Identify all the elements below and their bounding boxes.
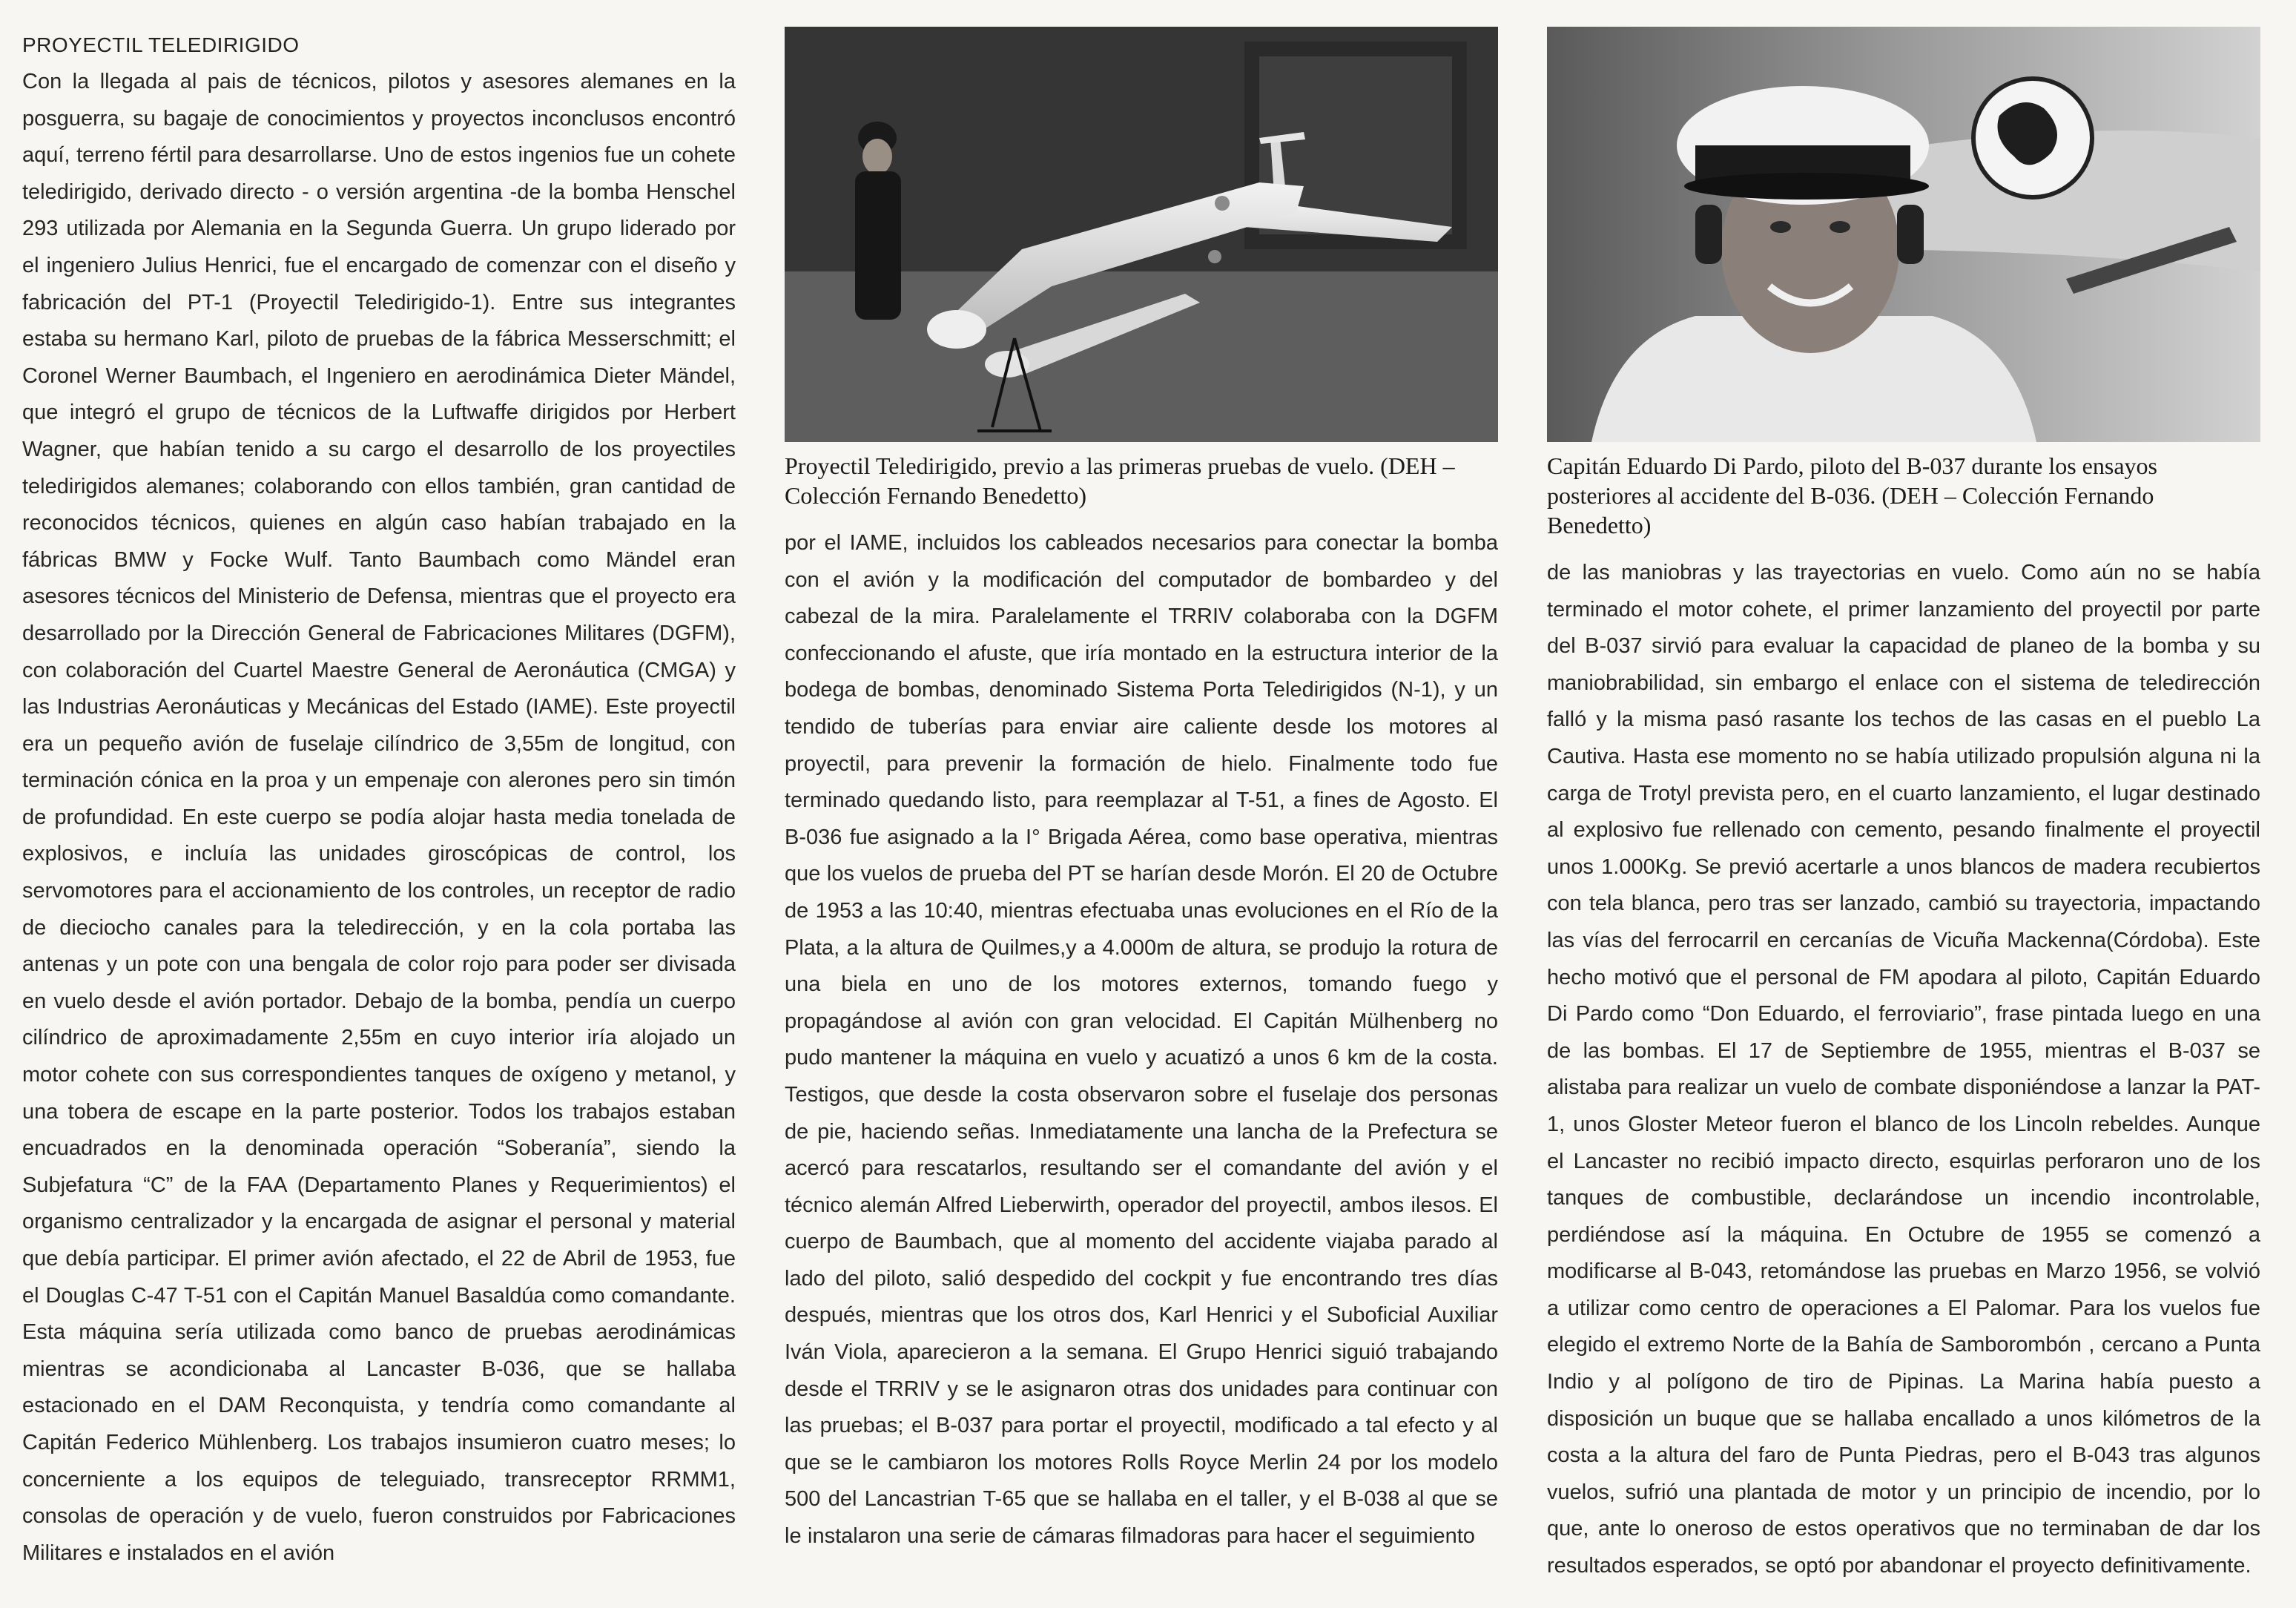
article-column-1 — [22, 27, 736, 1572]
article-column-2 — [785, 27, 1498, 1555]
article-title: PROYECTIL TELEDIRIGIDO — [22, 33, 300, 56]
article-column-3 — [1547, 27, 2260, 1585]
projectile-photo-illustration — [785, 27, 1498, 442]
projectile-photo-caption: Proyectil Teledirigido, previo a las primeras pruebas de vuelo. (DEH – Colección Fernando Benedetto) — [785, 452, 1455, 509]
article-text-column-3: de las maniobras y las trayectorias en vuelo. Como aún no se había terminado el motor cohete, el primer lanzamiento del proyectil por parte del B-037 sirvió para evaluar la capacidad de planeo de la bomba y su maniobrabilidad, sin embargo el enlace con el sistema de teledirección falló y la misma pasó rasante los techos de las casas en el pueblo La Cautiva. Hasta ese momento no se había utilizado propulsión alguna ni la carga de Trotyl prevista pero, en el cuarto lanzamiento, el lugar destinado al explosivo fue rellenado con cemento, pesando finalmente el proyectil unos 1.000Kg. Se previó acertarle a unos blancos de madera recubiertos con tela blanca, pero tras ser lanzado, cambió su trayectoria, impactando las vías del ferrocarril en cercanías de Vicuña Mackenna(Córdoba). Este hecho motivó que el personal de FM apodara al piloto, Capitán Eduardo Di Pardo como “Don Eduardo, el ferroviario”, frase pintada luego en una de las bombas. El 17 de Septiembre de 1955, mientras el B-037 se alistaba para realizar un vuelo de combate disponiéndose a lanzar la PAT-1, unos Gloster Meteor fueron el blanco de los Lincoln rebeldes. Aunque el Lancaster no recibió impacto directo, esquirlas perforaron uno de los tanques de combustible, declarándose un incendio incontrolable, perdiéndose así la máquina. En Octubre de 1955 se comenzó a modificarse al B-043, retomándose las pruebas en Marzo 1956, se volvió a utilizar como centro de operaciones a El Palomar. Para los vuelos fue elegido el extremo Norte de la Bahía de Samborombón , cercano a Punta Indio y al polígono de tiro de Pipinas. La Marina había puesto a disposición un buque que se hallaba encallado a unos kilómetros de la costa a la altura del faro de Punta Piedras, pero el B-043 tras algunos vuelos, sufrió una plantada de motor y un principio de incendio, por lo que, ante lo oneroso de estos operativos que no terminaban de dar los resultados esperados, se optó por abandonar el proyecto definitivamente. — [1547, 561, 2260, 1578]
projectile-photo — [785, 27, 1498, 442]
article-text-column-2: por el IAME, incluidos los cableados necesarios para conectar la bomba con el avión y la modificación del computador de bombardeo y del cabezal de la mira. Paralelamente el TRRIV colaboraba con la DGFM confeccionando el afuste, que iría montado en la estructura interior de la bodega de bombas, denominado Sistema Porta Teledirigidos (N-1), y un tendido de tuberías para enviar aire caliente desde los motores al proyectil, para prevenir la formación de hielo. Finalmente todo fue terminado quedando listo, para reemplazar al T-51, a fines de Agosto. El B-036 fue asignado a la I° Brigada Aérea, como base operativa, mientras que los vuelos de prueba del PT se harían desde Morón. El 20 de Octubre de 1953 a las 10:40, mientras efectuaba unas evoluciones en el Río de la Plata, a la altura de Quilmes,y a 4.000m de altura, se produjo la rotura de una biela en uno de los motores externos, tomando fuego y propagándose al avión con gran velocidad. El Capitán Mülhenberg no pudo mantener la máquina en vuelo y acuatizó a unos 6 km de la costa. Testigos, que desde la costa observaron sobre el fuselaje dos personas de pie, haciendo señas. Inmediatamente una lancha de la Prefectura se acercó para rescatarlos, resultando ser el comandante del avión y el técnico alemán Alfred Lieberwirth, operador del proyectil, ambos ilesos. El cuerpo de Baumbach, que al momento del accidente viajaba parado al lado del piloto, salió despedido del cockpit y fue encontrando tres días después, mientras que los otros dos, Karl Henrici y el Suboficial Auxiliar Iván Viola, aparecieron a la semana. El Grupo Henrici siguió trabajando desde el TRRIV y se le asignaron otras dos unidades para continuar con las pruebas; el B-037 para portar el proyectil, modificado a tal efecto y al que se le cambiaron los motores Rolls Royce Merlin 24 por los modelo 500 del Lancastrian T-65 que se hallaba en el taller, y el B-038 al que se le instalaron una serie de cámaras filmadoras para hacer el seguimiento — [785, 531, 1498, 1549]
pilot-portrait-illustration — [1547, 27, 2260, 442]
article-text-column-1: Con la llegada al pais de técnicos, pilotos y asesores alemanes en la posguerra, su bagaje de conocimientos y proyectos inconclusos encontró aquí, terreno fértil para desarrollarse. Uno de estos ingenios fue un cohete teledirigido, derivado directo - o versión argentina -de la bomba Henschel 293 utilizada por Alemania en la Segunda Guerra. Un grupo liderado por el ingeniero Julius Henrici, fue el encargado de comenzar con el diseño y fabricación del PT-1 (Proyectil Teledirigido-1). Entre sus integrantes estaba su hermano Karl, piloto de pruebas de la fábrica Messerschmitt; el Coronel Werner Baumbach, el Ingeniero en aerodinámica Dieter Mändel, que integró el grupo de técnicos de la Luftwaffe dirigidos por Herbert Wagner, que habían tenido a su cargo el desarrollo de los proyectiles teledirigidos alemanes; colaborando con ellos también, gran cantidad de reconocidos técnicos, quienes en algún caso habían trabajado en la fábricas BMW y Focke Wulf. Tanto Baumbach como Mändel eran asesores técnicos del Ministerio de Defensa, mientras que el proyecto era desarrollado por la Dirección General de Fabricaciones Militares (DGFM), con colaboración del Cuartel Maestre General de Aeronáutica (CMGA) y las Industrias Aeronáuticas y Mecánicas del Estado (IAME). Este proyectil era un pequeño avión de fuselaje cilíndrico de 3,55m de longitud, con terminación cónica en la proa y un empenaje con alerones pero sin timón de profundidad. En este cuerpo se podía alojar hasta media tonelada de explosivos, e incluía las unidades giroscópicas de control, los servomotores para el accionamiento de los controles, un receptor de radio de dieciocho canales para la teledirección, y en la cola portaba las antenas y un pote con una bengala de color rojo para poder ser divisada en vuelo desde el avión portador. Debajo de la bomba, pendía un cuerpo cilíndrico de aproximadamente 2,55m en cuyo interior iría alojado un motor cohete con sus correspondientes tanques de oxígeno y metanol, y una tobera de escape en la parte posterior. Todos los trabajos estaban encuadrados en la denominada operación “Soberanía”, siendo la Subjefatura “C” de la FAA (Departamento Planes y Requerimientos) el organismo centralizador y la encargada de asignar el personal y material que debía participar. El primer avión afectado, el 22 de Abril de 1953, fue el Douglas C-47 T-51 con el Capitán Manuel Basaldúa como comandante. Esta máquina sería utilizada como banco de pruebas aerodinámicas mientras se acondicionaba al Lancaster B-036, que se hallaba estacionado en el DAM Reconquista, y tendría como comandante al Capitán Federico Mühlenberg. Los trabajos insumieron cuatro meses; lo concerniente a los equipos de teleguiado, transreceptor RRMM1, consolas de operación y de vuelo, fueron construidos por Fabricaciones Militares e instalados en el avión — [22, 70, 736, 1565]
pilot-portrait-photo — [1547, 27, 2260, 442]
pilot-portrait-caption: Capitán Eduardo Di Pardo, piloto del B-037 durante los ensayos posteriores al accidente del B-036. (DEH – Colección Fernando Benedetto) — [1547, 452, 2157, 538]
